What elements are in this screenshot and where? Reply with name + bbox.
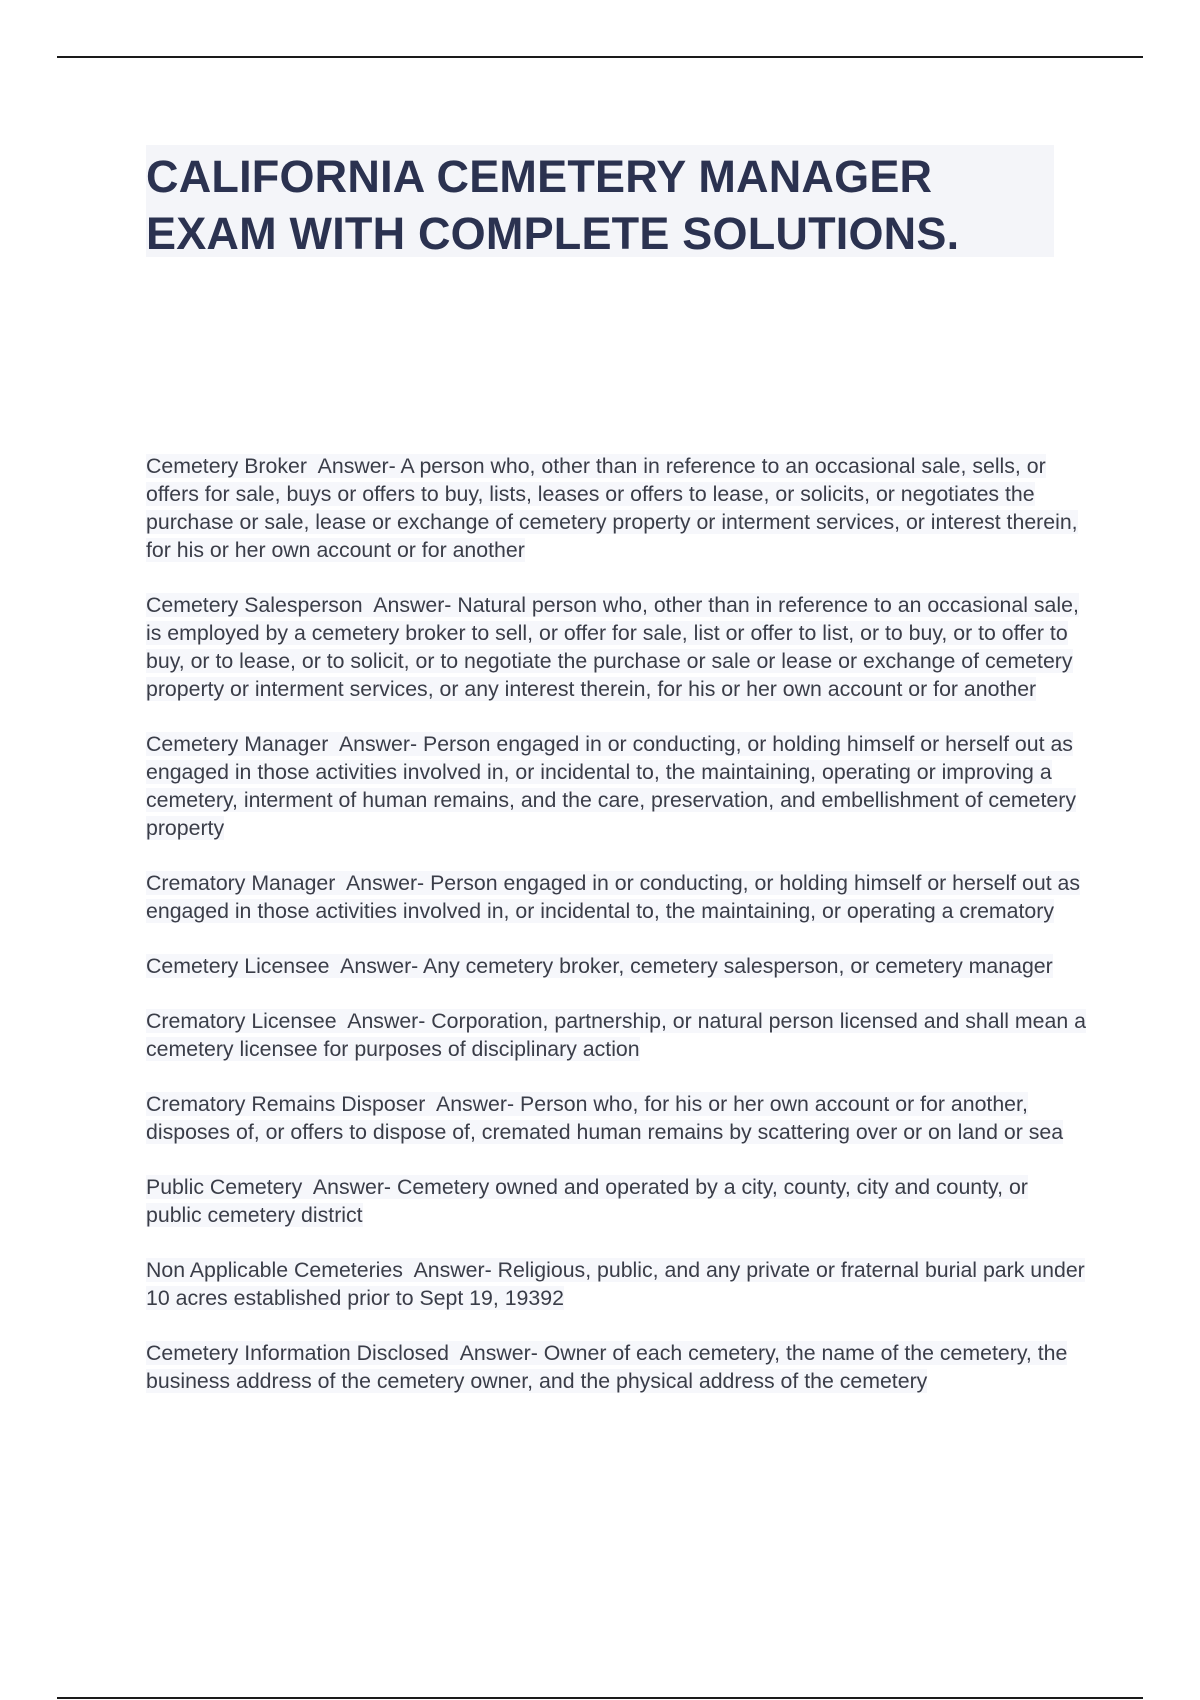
qa-entry <box>146 591 1086 703</box>
qa-term: Cemetery Salesperson <box>146 593 363 617</box>
answer-label: Answer- <box>373 593 452 617</box>
qa-answer: Person engaged in or conducting, or holding himself or herself out as engaged in those activities involved in, or incidental to, the maintaining, operating or improving a cemetery, interment of human remains, and the care, preservation, and embellishment of cemetery property <box>146 732 1077 840</box>
qa-term: Public Cemetery <box>146 1175 303 1199</box>
qa-answer: Religious, public, and any private or fraternal burial park under 10 acres established prior to Sept 19, 19392 <box>146 1258 1085 1310</box>
qa-answer: Person who, for his or her own account or for another, disposes of, or offers to dispose of, cremated human remains by scattering over or on land or sea <box>146 1092 1064 1144</box>
qa-term: Cemetery Broker <box>146 454 307 478</box>
answer-label: Answer- <box>346 871 425 895</box>
qa-entry-text <box>146 732 1076 840</box>
document-title <box>146 145 1054 262</box>
qa-entry-text <box>146 1341 1067 1393</box>
qa-entry <box>146 1007 1086 1063</box>
qa-term: Crematory Manager <box>146 871 336 895</box>
title-line-1: CALIFORNIA CEMETERY MANAGER <box>146 151 933 202</box>
qa-entry <box>146 869 1086 925</box>
bottom-rule <box>57 1697 1143 1699</box>
title-block <box>146 145 1054 257</box>
answer-label: Answer- <box>340 954 419 978</box>
title-line-2: EXAM WITH COMPLETE SOLUTIONS. <box>146 208 960 259</box>
qa-term: Cemetery Manager <box>146 732 329 756</box>
qa-term: Non Applicable Cemeteries <box>146 1258 403 1282</box>
qa-entry <box>146 1256 1086 1312</box>
qa-entry <box>146 1173 1086 1229</box>
answer-label: Answer- <box>347 1009 426 1033</box>
qa-answer: Owner of each cemetery, the name of the cemetery, the business address of the cemetery owner, and the physical address of the cemetery <box>146 1341 1068 1393</box>
qa-entry <box>146 730 1086 842</box>
top-rule <box>57 56 1143 58</box>
answer-label: Answer- <box>435 1092 515 1116</box>
qa-entry-text <box>146 1175 1028 1227</box>
qa-entry-text <box>146 954 1053 978</box>
qa-term: Crematory Remains Disposer <box>146 1092 426 1116</box>
answer-label: Answer- <box>338 732 418 756</box>
qa-answer: Any cemetery broker, cemetery salesperson, or cemetery manager <box>423 954 1053 978</box>
qa-entry <box>146 1339 1086 1395</box>
qa-entry <box>146 452 1086 564</box>
qa-answer: Natural person who, other than in reference to an occasional sale, is employed by a cemetery broker to sell, or offer for sale, list or offer to list, or to buy, or to offer to buy, or to lease, or to solicit, or to negotiate the purchase or sale or lease or exchange of cemetery property or interment services, or any interest therein, for his or her own account or for another <box>146 593 1079 701</box>
qa-entry-text <box>146 871 1080 923</box>
qa-entry-text <box>146 1258 1085 1310</box>
qa-term: Cemetery Information Disclosed <box>146 1341 450 1365</box>
qa-entry-text <box>146 454 1078 562</box>
qa-entry <box>146 952 1086 980</box>
qa-term: Cemetery Licensee <box>146 954 330 978</box>
answer-label: Answer- <box>459 1341 538 1365</box>
answer-label: Answer- <box>312 1175 392 1199</box>
qa-entry-text <box>146 1009 1086 1061</box>
qa-term: Crematory Licensee <box>146 1009 337 1033</box>
qa-answer: Cemetery owned and operated by a city, county, city and county, or public cemetery district <box>146 1175 1028 1227</box>
qa-entry-text <box>146 1092 1063 1144</box>
qa-entry-text <box>146 593 1079 701</box>
qa-answer: A person who, other than in reference to an occasional sale, sells, or offers for sale, buys or offers to buy, lists, leases or offers to lease, or solicits, or negotiates the purchase or sale, lease or exchange of cemetery property or interment services, or interest therein, for his or her own account or for another <box>146 454 1078 562</box>
qa-entry <box>146 1090 1086 1146</box>
qa-answer: Person engaged in or conducting, or holding himself or herself out as engaged in those activities involved in, or incidental to, the maintaining, or operating a crematory <box>146 871 1081 923</box>
answer-label: Answer- <box>317 454 396 478</box>
qa-list <box>146 452 1086 1395</box>
answer-label: Answer- <box>413 1258 492 1282</box>
qa-answer: Corporation, partnership, or natural person licensed and shall mean a cemetery licensee for purposes of disciplinary action <box>146 1009 1086 1061</box>
